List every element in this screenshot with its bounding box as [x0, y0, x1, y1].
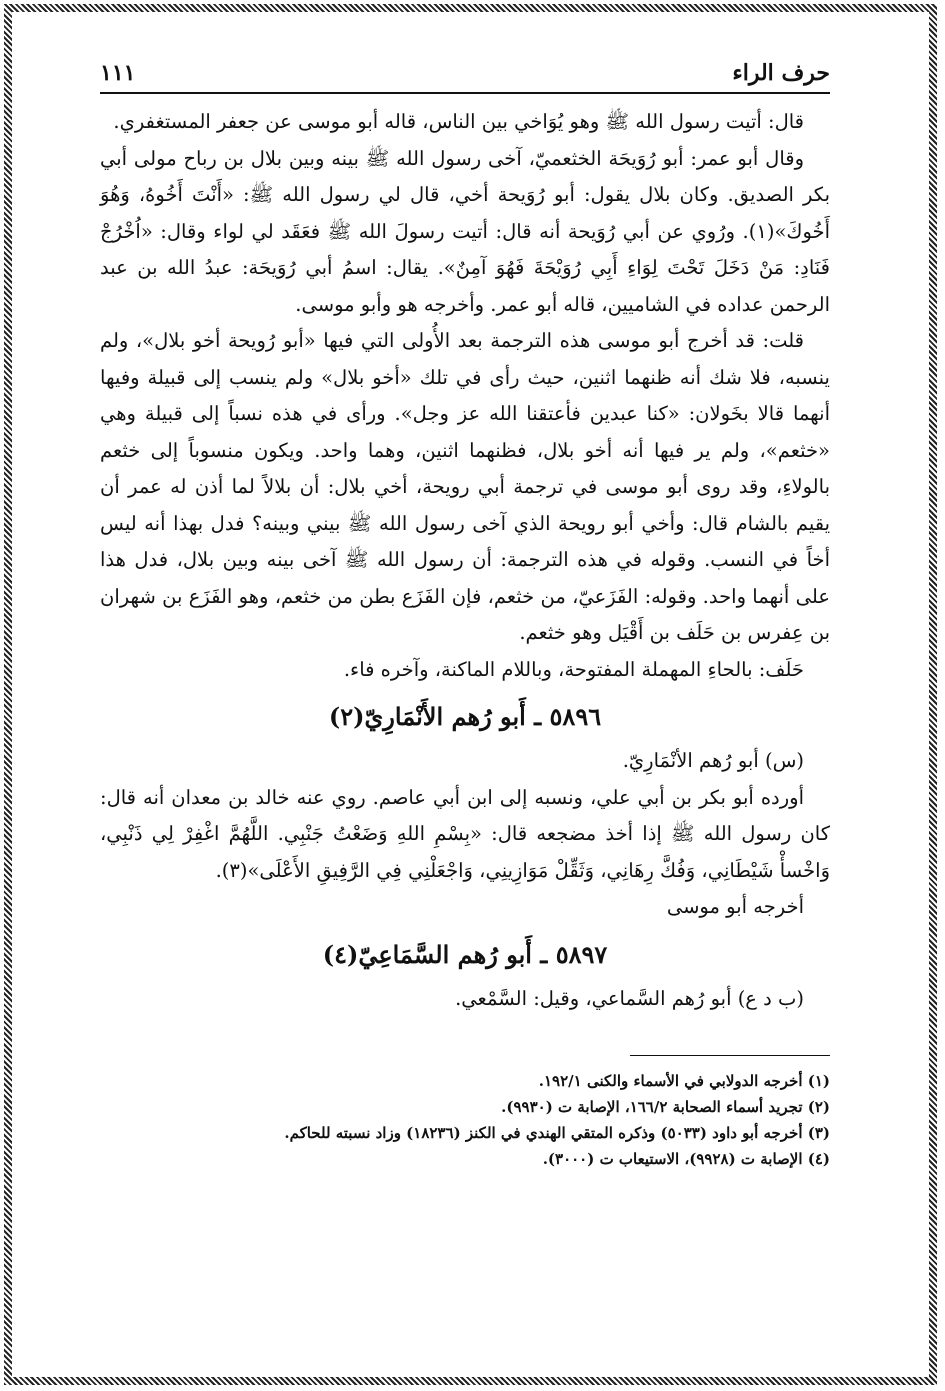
- footnote: (٢) تجريد أسماء الصحابة ١٦٦/٢، الإصابة ت (٩٩٣٠).: [501, 1098, 830, 1116]
- footnote-divider: [630, 1055, 830, 1056]
- paragraph: قال: أتيت رسول الله ﷺ وهو يُوَاخي بين الناس، قاله أبو موسى عن جعفر المستغفري.: [113, 110, 804, 133]
- page-header: [100, 60, 830, 94]
- page-number: ١١١: [100, 60, 136, 86]
- entry-heading: ٥٨٩٧ ـ أَبو رُهم السَّمَاعِيّ(٤): [322, 939, 608, 969]
- footnotes: [100, 1068, 830, 1172]
- entry-heading: ٥٨٩٦ ـ أَبو رُهم الأَنْمَارِيّ(٢): [328, 702, 602, 731]
- footnote: (١) أخرجه الدولابي في الأسماء والكنى ١٩٢/١.: [538, 1072, 830, 1090]
- paragraph: قلت: قد أخرج أبو موسى هذه الترجمة بعد الأُولى التي فيها «أبو رُويحة أخو بلال»، ولم ينسبه، فلا شك أنه ظنهما اثنين، حيث رأى في تلك «أخو بلال» ولم ينسب إلى قبيلة وفيها أنهما قالا بخَولان: «كنا عبدين فأعتقنا الله عز وجل». ورأى في هذه نسباً إلى قبيلة وهي «خثعم»، ولم ير فيها أنه أخو بلال، فظنهما اثنين، وهما واحد. ويكون منسوباً إلى خثعم بالولاءِ، وقد روى أبو موسى في ترجمة أبي رويحة، أخي بلال: أن بلالاً لما أذن له عمر أن يقيم بالشام قال: وأخي أبو رويحة الذي آخى رسول الله ﷺ بيني وبينه؟ فدل بهذا أنه ليس أخاً في النسب. وقوله في هذه الترجمة: أن رسول الله ﷺ آخى بينه وبين بلال، فدل هذا على أنهما واحد. وقوله: الفَزَعيّ، من خثعم، فإن الفَزَع بطن من خثعم، وهو الفَزَع بن شهران بن عِفرس بن حَلَف بن أَقْيَل وهو خثعم.: [100, 329, 830, 644]
- book-page: [100, 60, 830, 1172]
- running-title: حرف الراء: [732, 60, 830, 86]
- paragraph: وقال أبو عمر: أبو رُوَيحَة الخثعميّ، آخى رسول الله ﷺ بينه وبين بلال بن رباح مولى أبي بكر الصديق. وكان بلال يقول: أبو رُوَيحة أخي، قال لي رسول الله ﷺ: «أَنْتَ أَخُوهُ، وَهُوَ أَخُوكَ»(١). ورُوي عن أبي رُوَيحة أنه قال: أتيت رسولَ الله ﷺ فعَقَد لي لواء وقال: «اُخْرُجْ فَنَادِ: مَنْ دَخَلَ تَحْتَ لِوَاءِ أَبِي رُوَيْحَةَ فَهُوَ آمِنٌ». يقال: اسمُ أبي رُوَيحَة: عبدُ الله بن عبد الرحمن عداده في الشاميين، قاله أبو عمر. وأخرجه هو وأبو موسى.: [100, 146, 830, 316]
- paragraph: حَلَف: بالحاءِ المهملة المفتوحة، وباللام الماكنة، وآخره فاء.: [343, 657, 804, 681]
- footnote: (٤) الإصابة ت (٩٩٢٨)، الاستيعاب ت (٣٠٠٠).: [542, 1150, 830, 1168]
- paragraph: أورده أبو بكر بن أبي علي، ونسبه إلى ابن أبي عاصم. روي عنه خالد بن معدان أنه قال: كان رسول الله ﷺ إذا أخذ مضجعه قال: «بِسْمِ اللهِ وَضَعْتُ جَنْبِي. اللَّهُمَّ اغْفِرْ لِي ذَنْبِي، وَاخْسأْ شَيْطَانِي، وَفُكَّ رِهَانِي، وَثَقِّلْ مَوَازِينِي، وَاجْعَلْنِي فِي الرَّفِيقِ الأَعْلَى»(٣).: [100, 785, 830, 882]
- footnote: (٣) أخرجه أبو داود (٥٠٣٣) وذكره المتقي الهندي في الكنز (١٨٢٣٦) وزاد نسبته للحاكم.: [284, 1124, 830, 1142]
- main-text: [100, 104, 830, 1017]
- paragraph: (ب د ع) أبو رُهم السَّماعي، وقيل: السَّمْعي.: [455, 986, 804, 1010]
- paragraph: أخرجه أبو موسى: [666, 895, 804, 918]
- paragraph: (س) أبو رُهم الأنْمَارِيّ.: [622, 749, 804, 772]
